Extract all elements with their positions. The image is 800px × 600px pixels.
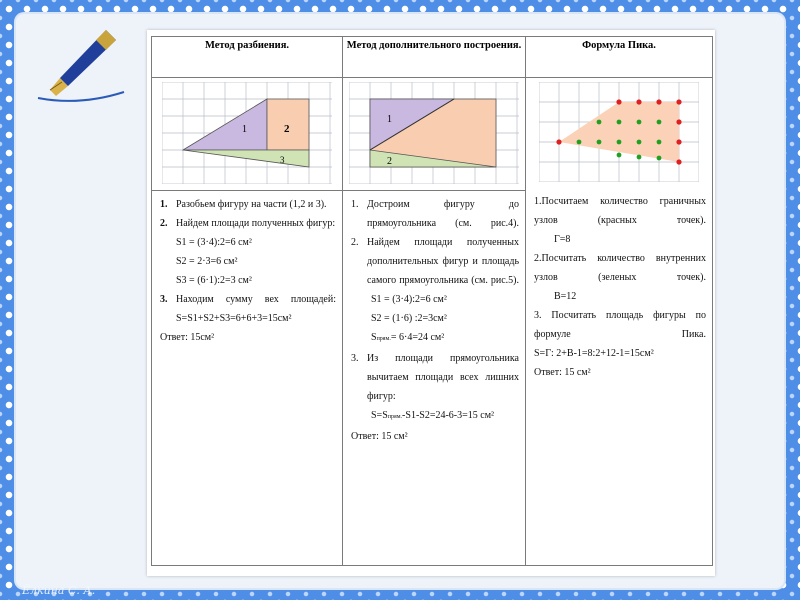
construction-final — [351, 406, 519, 427]
partition-text — [152, 191, 342, 347]
pick-g-value: Г=8 — [554, 234, 571, 245]
author-signature: Ёлкина С. А. — [22, 584, 96, 597]
construction-label-1: 1 — [387, 114, 392, 125]
pick-formula: S=Г: 2+В-1=8:2+12-1=15см² — [534, 348, 654, 359]
construction-figure-cell — [343, 78, 526, 191]
partition-item1-num: 1. — [160, 199, 168, 210]
construction-text-cell — [343, 191, 526, 566]
partition-formula-3: S3 = (6·1):2=3 см² — [176, 275, 252, 286]
pick-cell — [526, 78, 713, 566]
construction-figure — [349, 82, 519, 184]
partition-item3-num: 3. — [160, 294, 168, 305]
construction-text — [343, 191, 525, 446]
partition-item1: Разобьем фигуру на части (1,2 и 3). — [176, 199, 327, 210]
partition-item3: Находим сумму вех площадей: — [176, 294, 336, 305]
header-pick-formula: Формула Пика. — [526, 37, 713, 78]
pick-step3: 3. Посчитать площадь фигуры по формуле Пика. — [534, 310, 706, 340]
construction-srect — [351, 328, 519, 349]
pick-answer: Ответ: 15 см² — [534, 367, 591, 378]
construction-item2-num: 2. — [351, 237, 359, 248]
partition-figure — [162, 82, 332, 184]
worksheet — [147, 30, 715, 576]
partition-formula-1: S1 = (3·4):2=6 см² — [176, 237, 252, 248]
final-sub: прям. — [387, 414, 403, 420]
construction-item3: Из площади прямоугольника вычитаем площади всех лишних фигур: — [367, 353, 519, 402]
final-s: S=S — [371, 410, 388, 421]
header-additional-construction: Метод дополнительного построения. — [343, 37, 526, 78]
construction-formula-2: S2 = (1·6) :2=3см² — [371, 313, 447, 324]
pick-step1: 1.Посчитаем количество граничных узлов (красных точек). — [534, 196, 706, 226]
partition-answer: Ответ: 15см² — [160, 332, 215, 343]
partition-label-1: 1 — [242, 124, 247, 135]
construction-item2: Найдем площади полученных дополнительных фигур и площадь самого прямоугольника (см. рис.5). — [367, 237, 519, 286]
srect-value: = 6·4=24 см² — [390, 332, 445, 343]
pick-text — [526, 182, 712, 382]
pick-b-value: В=12 — [554, 291, 577, 302]
pick-figure — [539, 82, 699, 182]
srect-s: S — [371, 332, 377, 343]
pick-step2: 2.Посчитать количество внутренних узлов (зеленых точек). — [534, 253, 706, 283]
partition-figure-cell — [152, 78, 343, 191]
fountain-pen-icon — [20, 18, 130, 113]
methods-table — [151, 36, 713, 566]
partition-sum: S=S1+S2+S3=6+6+3=15см² — [176, 313, 292, 324]
header-partition-method: Метод разбиения. — [152, 37, 343, 78]
construction-formula-1: S1 = (3·4):2=6 см² — [371, 294, 447, 305]
partition-label-2: 2 — [284, 123, 290, 135]
partition-item2: Найдем площади полученных фигур: — [176, 218, 336, 229]
partition-label-3: 3 — [280, 155, 285, 165]
srect-sub: прям. — [376, 336, 391, 342]
construction-item1-num: 1. — [351, 199, 359, 210]
construction-item1: Достроим фигуру до прямоугольника (см. рис.4). — [367, 199, 519, 229]
partition-item2-num: 2. — [160, 218, 168, 229]
construction-answer: Ответ: 15 см² — [351, 431, 408, 442]
construction-label-2: 2 — [387, 156, 392, 167]
partition-text-cell — [152, 191, 343, 566]
final-value: -S1-S2=24-6-3=15 см² — [402, 410, 495, 421]
partition-formula-2: S2 = 2·3=6 см² — [176, 256, 238, 267]
construction-item3-num: 3. — [351, 353, 359, 364]
